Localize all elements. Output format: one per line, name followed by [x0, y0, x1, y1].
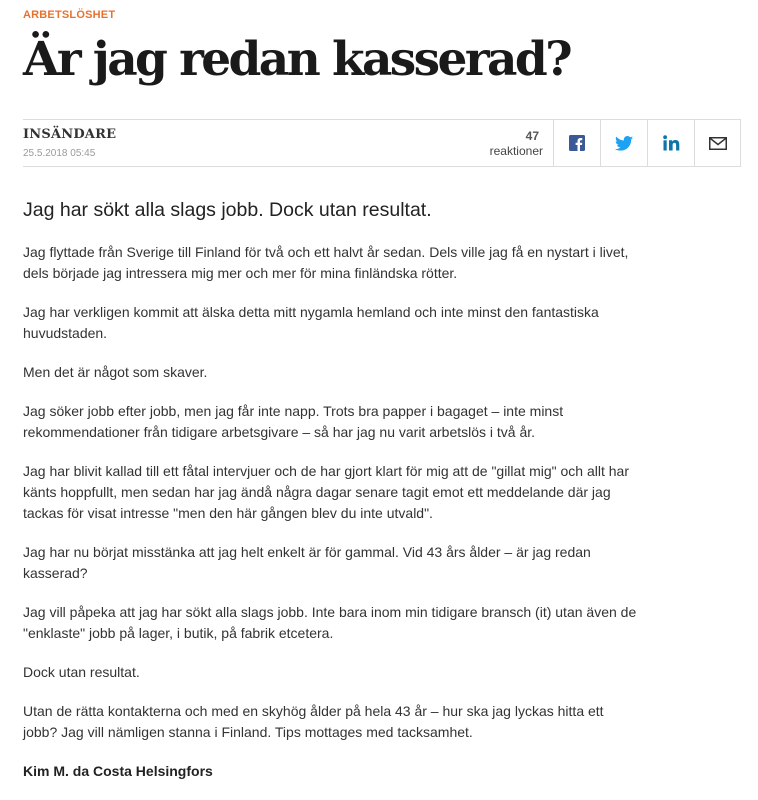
body-paragraph: Dock utan resultat. [23, 664, 140, 680]
author-signature: Kim M. da Costa Helsingfors [23, 763, 213, 779]
byline: INSÄNDARE [23, 127, 117, 142]
article-body [23, 242, 638, 800]
body-paragraph: Jag vill påpeka att jag har sökt alla slags jobb. Inte bara inom min tidigare bransch (it) utan även de "enklaste" jobb på lager, i butik, på fabrik etcetera. [23, 604, 637, 641]
body-paragraph: Jag flyttade från Sverige till Finland för två och ett halvt år sedan. Dels ville jag få en nystart i livet, dels började jag intressera mig mer och mer för mina finländska rötter. [23, 244, 629, 281]
category-kicker[interactable]: ARBETSLÖSHET [23, 9, 116, 21]
share-linkedin-button[interactable] [647, 119, 694, 167]
reactions-count: 47 [525, 129, 539, 143]
body-paragraph: Jag har nu börjat misstänka att jag helt enkelt är för gammal. Vid 43 års ålder – är jag redan kasserad? [23, 544, 591, 581]
share-facebook-button[interactable] [553, 119, 600, 167]
article-headline: Är jag redan kasserad? [23, 32, 571, 87]
share-buttons [553, 119, 741, 167]
body-paragraph: Jag söker jobb efter jobb, men jag får inte napp. Trots bra papper i bagaget – inte minst rekommendationer från tidigare arbetsgivare – så har jag nu varit arbetslös i två år. [23, 403, 564, 440]
article-lead: Jag har sökt alla slags jobb. Dock utan resultat. [23, 199, 432, 221]
body-paragraph: Utan de rätta kontakterna och med en skyhög ålder på hela 43 år – hur ska jag lyckas hitta ett jobb? Jag vill nämligen stanna i Finland. Tips mottages med tacksamhet. [23, 703, 604, 740]
body-paragraph: Jag har verkligen kommit att älska detta mitt nygamla hemland och inte minst den fantastiska huvudstaden. [23, 304, 599, 341]
share-twitter-button[interactable] [600, 119, 647, 167]
reactions-counter[interactable] [473, 129, 543, 159]
publish-date: 25.5.2018 05:45 [23, 148, 96, 159]
share-mail-button[interactable] [694, 119, 741, 167]
article-meta-bar [23, 119, 741, 167]
body-paragraph: Jag har blivit kallad till ett fåtal intervjuer och de har gjort klart för mig att de "gillat mig" och allt har känts hoppfullt, men sedan har jag ändå några dagar senare tagit emot ett meddelande där jag tackas för visat intresse "men den här gången blev du inte utvald". [23, 463, 629, 521]
facebook-icon [569, 135, 585, 151]
linkedin-icon [663, 135, 680, 151]
body-paragraph: Men det är något som skaver. [23, 364, 208, 380]
mail-icon [709, 137, 727, 150]
reactions-label: reaktioner [489, 144, 543, 158]
twitter-icon [615, 136, 633, 151]
